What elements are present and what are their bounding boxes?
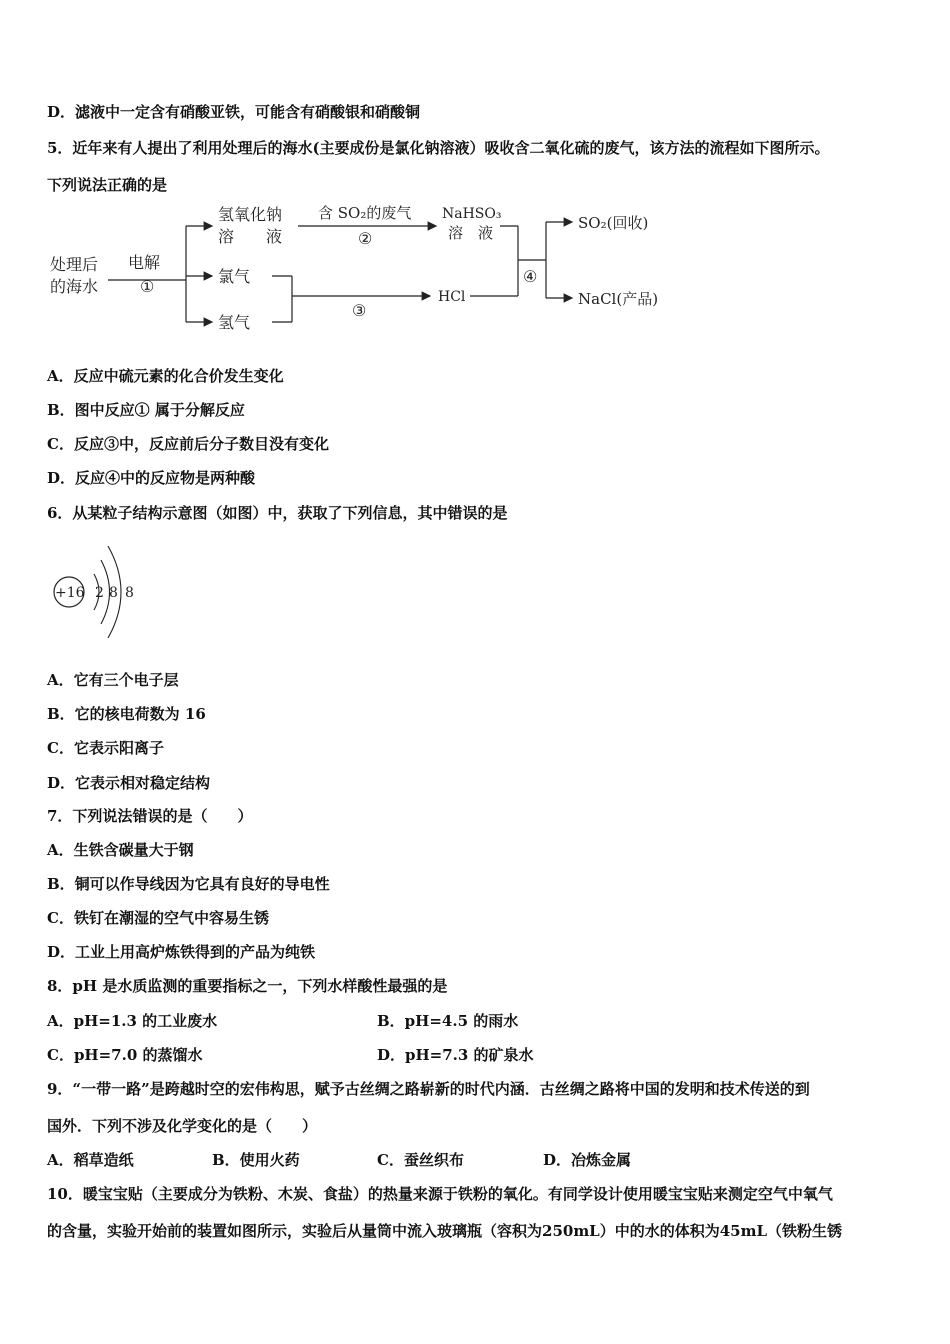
q9-stem-line2: 国外．下列不涉及化学变化的是（ ） (47, 1117, 318, 1135)
seawater-label-line1: 处理后 (50, 255, 99, 274)
nahso3-label-line2: 溶 液 (448, 224, 494, 242)
q4-option-d: D．滤液中一定含有硝酸亚铁，可能含有硝酸银和硝酸铜 (47, 103, 421, 121)
q7-stem: 7．下列说法错误的是（ ） (47, 807, 253, 825)
step2-marker: ② (358, 229, 373, 248)
q7-option-d: D．工业上用高炉炼铁得到的产品为纯铁 (47, 943, 316, 961)
naoh-label-line1: 氢氧化钠 (218, 205, 283, 224)
q8-option-b: B．pH=4.5 的雨水 (377, 1012, 519, 1030)
q7-option-a: A．生铁含碳量大于钢 (47, 841, 194, 859)
chlorine-label: 氯气 (218, 267, 251, 286)
q9-stem-line1: 9．“一带一路”是跨越时空的宏伟构思，赋予古丝绸之路崭新的时代内涵．古丝绸之路将中国的发明和技术传送的到 (47, 1080, 810, 1098)
hcl-label: HCl (438, 289, 466, 305)
q5-option-d: D．反应④中的反应物是两种酸 (47, 469, 256, 487)
q6-option-a: A．它有三个电子层 (47, 671, 179, 689)
step3-marker: ③ (352, 301, 367, 320)
q9-option-a: A．稻草造纸 (47, 1151, 134, 1169)
q10-stem-line1: 10．暖宝宝贴（主要成分为铁粉、木炭、食盐）的热量来源于铁粉的氧化。有同学设计使用暖宝宝贴来测定空气中氧气 (47, 1185, 833, 1203)
electrolysis-label: 电解 (128, 253, 161, 272)
q8-option-d: D．pH=7.3 的矿泉水 (377, 1046, 534, 1064)
step4-marker: ④ (523, 267, 538, 286)
q5-stem-line2: 下列说法正确的是 (47, 176, 168, 194)
shell-1-electrons: 2 (95, 585, 104, 601)
q5-option-c: C．反应③中，反应前后分子数目没有变化 (47, 435, 329, 453)
seawater-label-line2: 的海水 (50, 277, 99, 296)
q5-stem-line1: 5．近年来有人提出了利用处理后的海水(主要成份是氯化钠溶液）吸收含二氧化硫的废气，该方法的流程如下图所示。 (47, 139, 830, 157)
q6-option-b: B．它的核电荷数为 16 (47, 705, 206, 723)
q5-option-a: A．反应中硫元素的化合价发生变化 (47, 367, 284, 385)
q9-option-b: B．使用火药 (212, 1151, 300, 1169)
q10-stem-line2: 的含量，实验开始前的装置如图所示，实验后从量筒中流入玻璃瓶（容积为250mL）中的水的体积为45mL（铁粉生锈 (47, 1222, 843, 1240)
so2-recycle-label: SO₂(回收) (578, 214, 649, 232)
q6-option-c: C．它表示阳离子 (47, 739, 164, 757)
q8-option-a: A．pH=1.3 的工业废水 (47, 1012, 218, 1030)
q8-stem: 8．pH 是水质监测的重要指标之一，下列水样酸性最强的是 (47, 977, 448, 995)
q9-option-c: C．蚕丝织布 (377, 1151, 464, 1169)
naoh-label-line2: 溶 液 (218, 227, 283, 246)
q6-option-d: D．它表示相对稳定结构 (47, 774, 211, 792)
q8-option-c: C．pH=7.0 的蒸馏水 (47, 1046, 203, 1064)
shell-2-electrons: 8 (109, 585, 118, 601)
q7-option-c: C．铁钉在潮湿的空气中容易生锈 (47, 909, 269, 927)
nacl-product-label: NaCl(产品) (578, 290, 659, 308)
q6-stem: 6．从某粒子结构示意图（如图）中，获取了下列信息，其中错误的是 (47, 504, 508, 522)
nucleus-charge: +16 (55, 585, 85, 601)
q7-option-b: B．铜可以作导线因为它具有良好的导电性 (47, 875, 330, 893)
shell-3-electrons: 8 (125, 585, 134, 601)
step1-marker: ① (140, 277, 155, 296)
q5-flow-diagram (40, 198, 740, 338)
q6-atom-structure-diagram (46, 536, 156, 646)
hydrogen-label: 氢气 (218, 313, 251, 332)
nahso3-label-line1: NaHSO₃ (442, 206, 502, 222)
so2-waste-gas-label: 含 SO₂的废气 (318, 204, 412, 222)
q5-option-b: B．图中反应① 属于分解反应 (47, 401, 245, 419)
q9-option-d: D．冶炼金属 (543, 1151, 632, 1169)
